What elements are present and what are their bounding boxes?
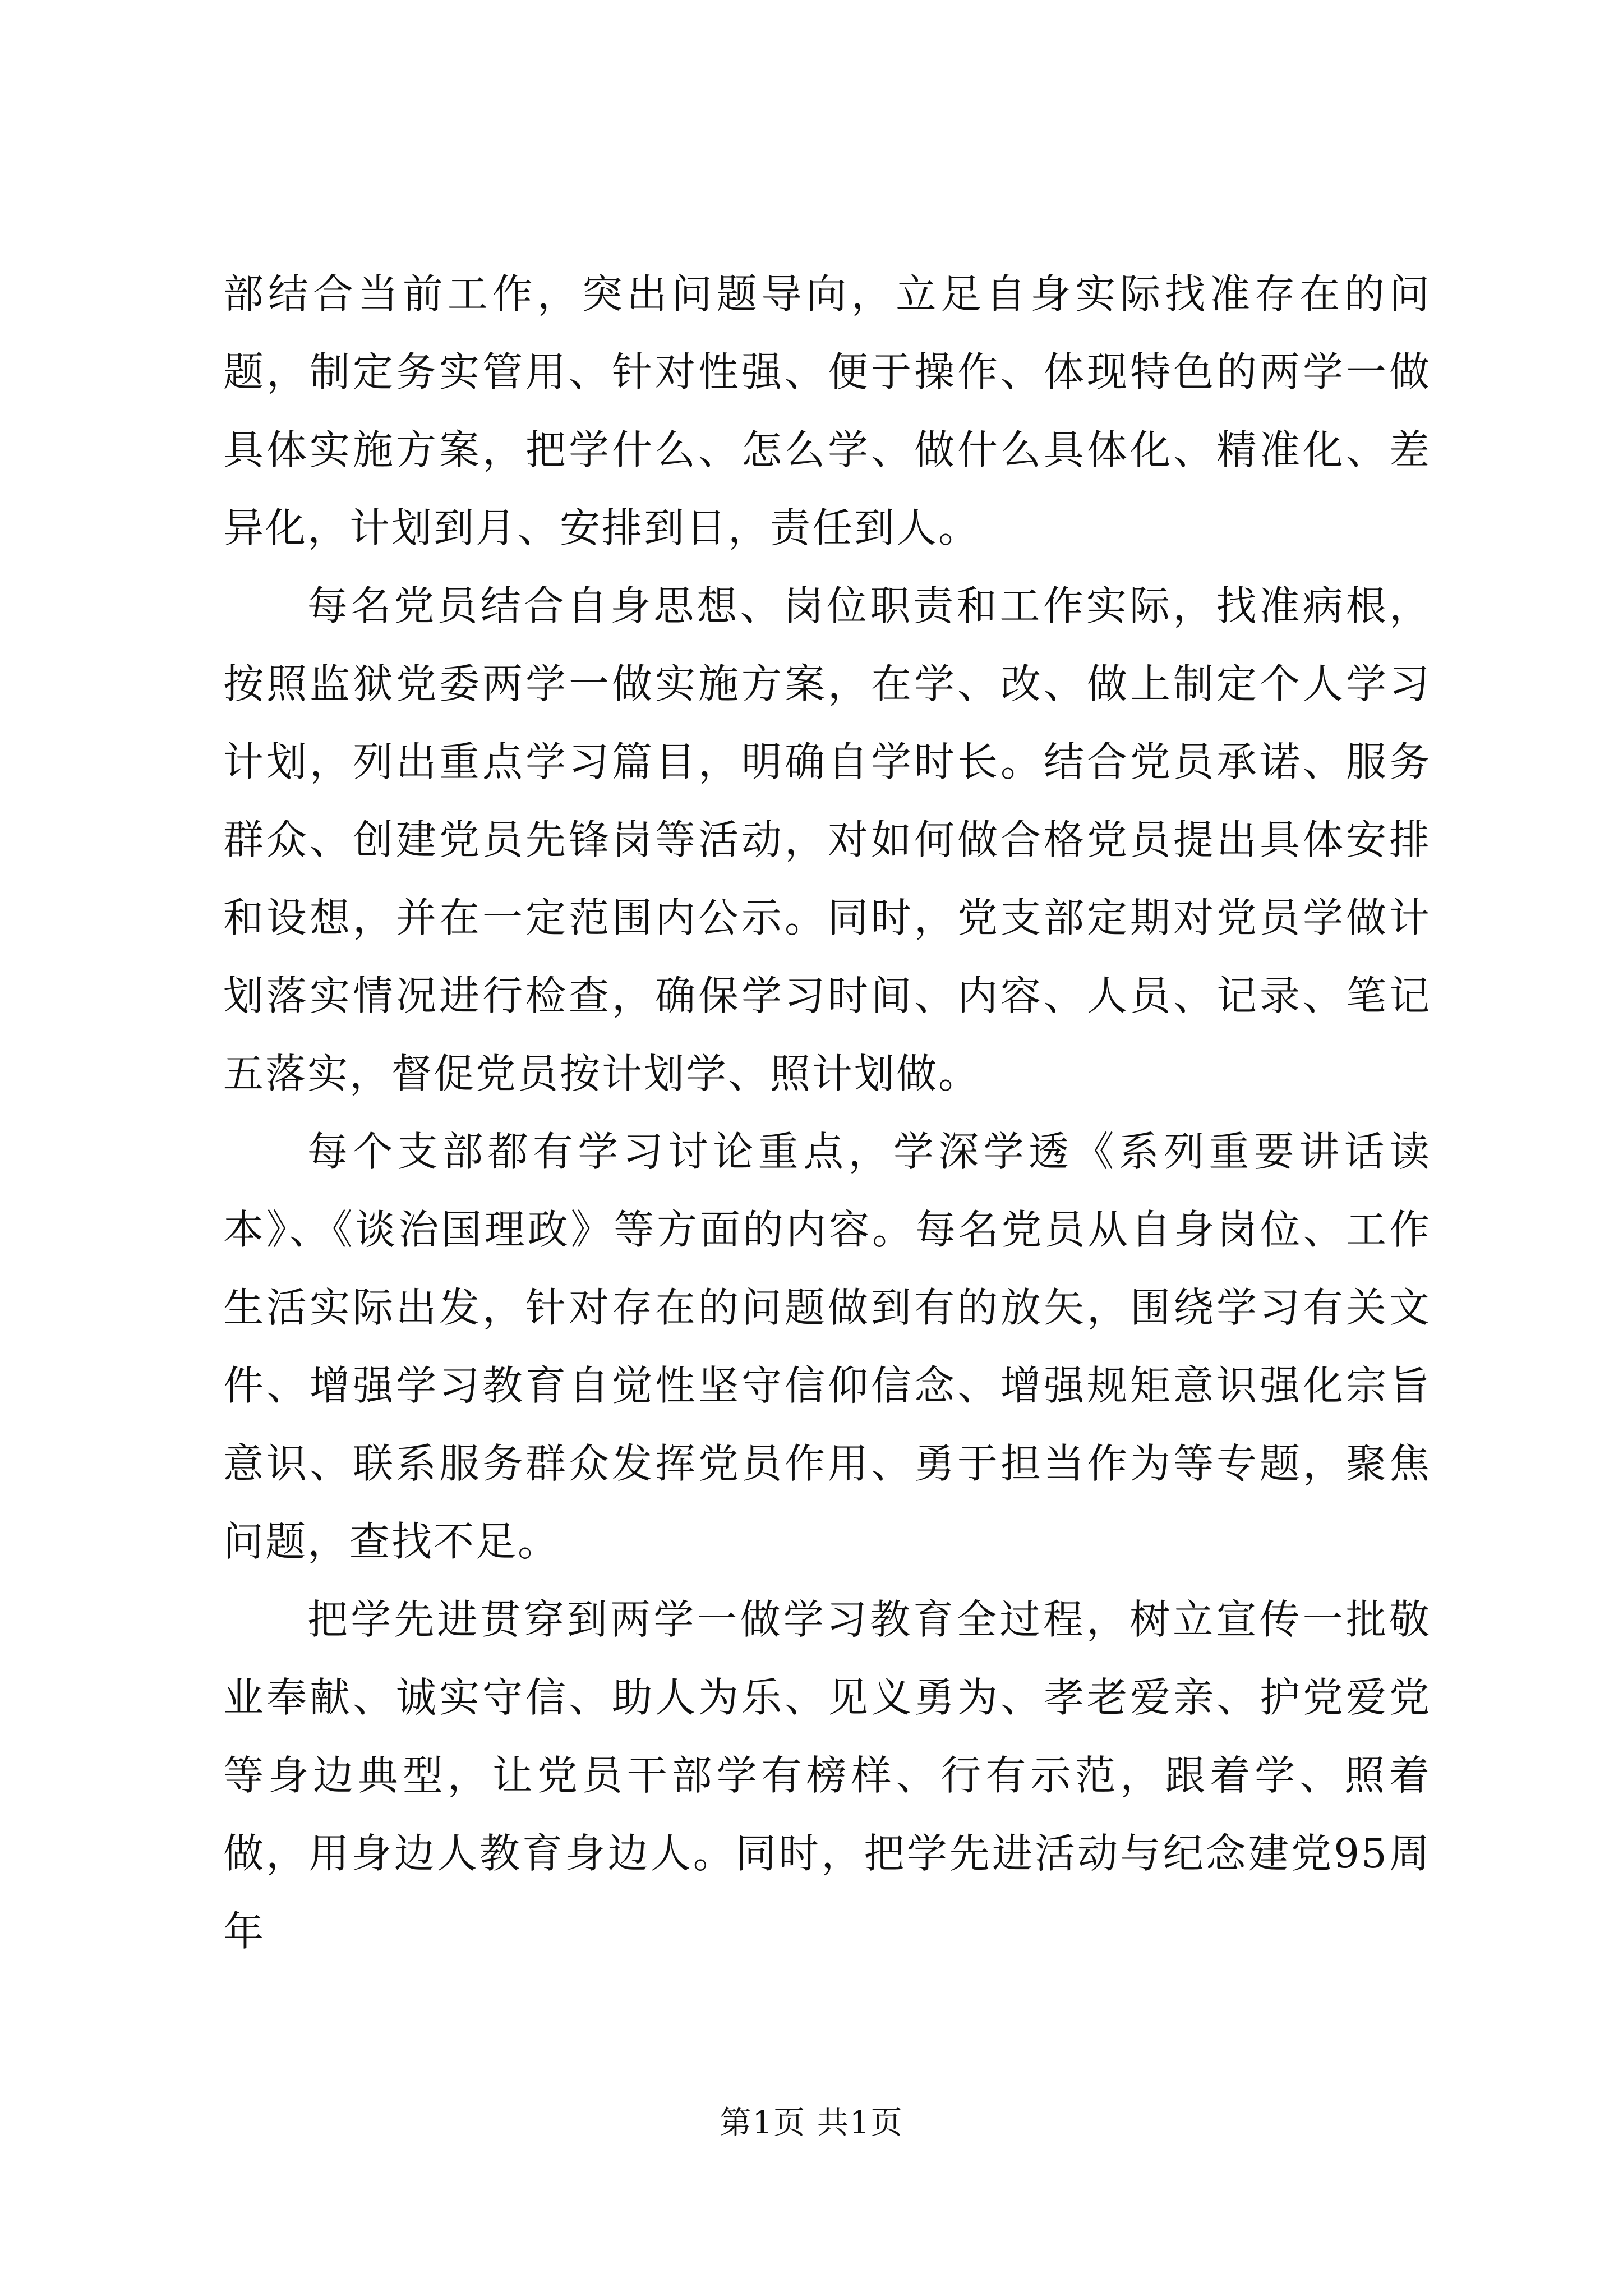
paragraph-3: 每个支部都有学习讨论重点，学深学透《系列重要讲话读本》、《谈治国理政》等方面的内容。每名党员从自身岗位、工作生活实际出发，针对存在的问题做到有的放矢，围绕学习有关文件、增强学习教育自觉性坚守信仰信念、增强规矩意识强化宗旨意识、联系服务群众发挥党员作用、勇于担当作为等专题，聚焦问题，查找不足。	[223, 1128, 1431, 1565]
paragraph-4: 把学先进贯穿到两学一做学习教育全过程，树立宣传一批敬业奉献、诚实守信、助人为乐、见义勇为、孝老爱亲、护党爱党等身边典型，让党员干部学有榜样、行有示范，跟着学、照着做，用身边人教育身边人。同时，把学先进活动与纪念建党95周年	[223, 1596, 1431, 1955]
body-text	[223, 255, 1431, 1971]
paragraph-2: 每名党员结合自身思想、岗位职责和工作实际，找准病根，按照监狱党委两学一做实施方案，在学、改、做上制定个人学习计划，列出重点学习篇目，明确自学时长。结合党员承诺、服务群众、创建党员先锋岗等活动，对如何做合格党员提出具体安排和设想，并在一定范围内公示。同时，党支部定期对党员学做计划落实情况进行检查，确保学习时间、内容、人员、记录、笔记五落实，督促党员按计划学、照计划做。	[223, 582, 1431, 1097]
page-number-footer: 第1页 共1页	[720, 2105, 903, 2141]
paragraph-1: 部结合当前工作，突出问题导向，立足自身实际找准存在的问题，制定务实管用、针对性强、便于操作、体现特色的两学一做具体实施方案，把学什么、怎么学、做什么具体化、精准化、差异化，计划到月、安排到日，责任到人。	[223, 270, 1431, 551]
